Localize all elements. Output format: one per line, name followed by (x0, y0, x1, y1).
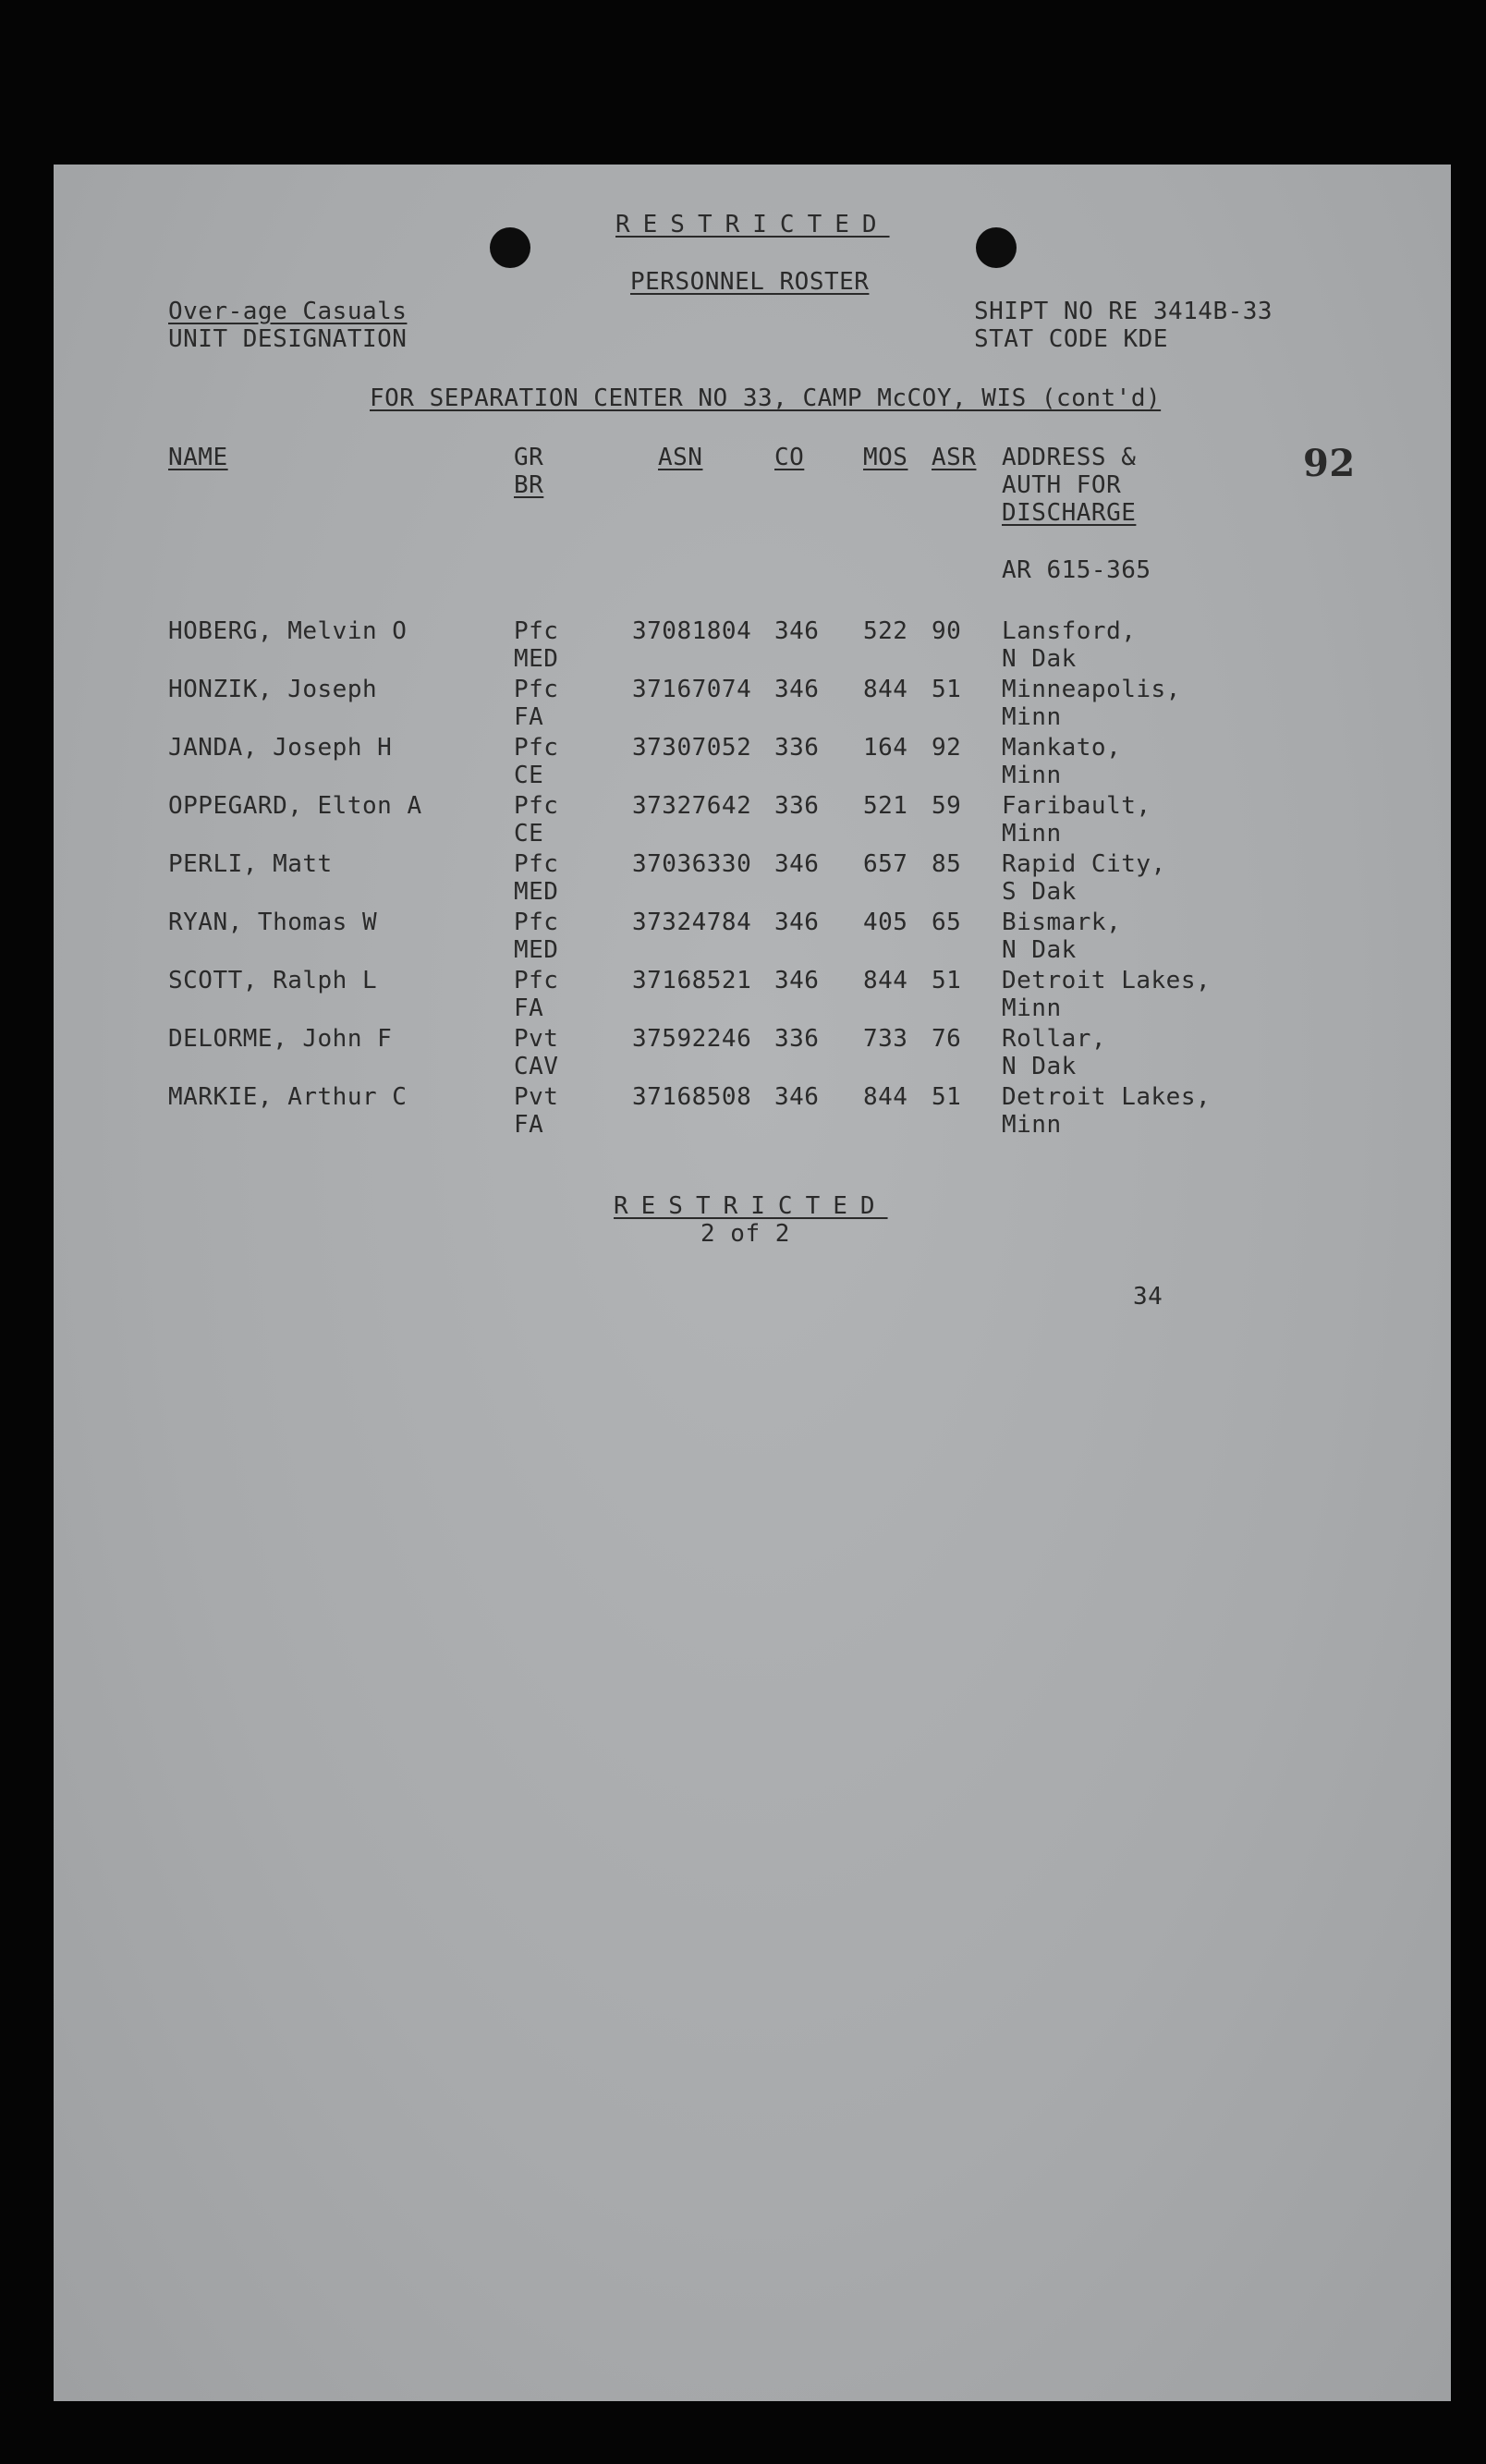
row-address-state: N Dak (1002, 936, 1077, 964)
shipment-number: SHIPT NO RE 3414B-33 (974, 298, 1273, 325)
row-address-city: Detroit Lakes, (1002, 1083, 1212, 1111)
row-name: MARKIE, Arthur C (168, 1083, 408, 1111)
row-grade: Pfc (514, 676, 559, 703)
row-mos: 164 (863, 734, 908, 762)
row-address-state: N Dak (1002, 1053, 1077, 1080)
row-grade: Pfc (514, 909, 559, 936)
discharge-authority: AR 615-365 (1002, 556, 1151, 584)
row-grade: Pfc (514, 617, 559, 645)
row-address-city: Bismark, (1002, 909, 1122, 936)
row-name: SCOTT, Ralph L (168, 967, 378, 994)
row-address-city: Rapid City, (1002, 850, 1166, 878)
col-header-name: NAME (168, 444, 228, 471)
row-mos: 405 (863, 909, 908, 936)
row-name: OPPEGARD, Elton A (168, 792, 422, 820)
row-address-city: Detroit Lakes, (1002, 967, 1212, 994)
col-header-address-2: AUTH FOR (1002, 471, 1122, 499)
stat-code: STAT CODE KDE (974, 325, 1168, 353)
row-address-city: Minneapolis, (1002, 676, 1181, 703)
row-address-city: Mankato, (1002, 734, 1122, 762)
row-grade: Pfc (514, 734, 559, 762)
page-title: PERSONNEL ROSTER (630, 268, 870, 296)
row-address-city: Rollar, (1002, 1025, 1107, 1053)
row-grade: Pfc (514, 850, 559, 878)
row-asn: 37168508 (632, 1083, 752, 1111)
row-grade: Pfc (514, 967, 559, 994)
row-asr: 92 (932, 734, 962, 762)
row-co: 336 (774, 1025, 820, 1053)
row-mos: 521 (863, 792, 908, 820)
unit-designation-label: UNIT DESIGNATION (168, 325, 408, 353)
row-address-state: Minn (1002, 703, 1062, 731)
row-asn: 37081804 (632, 617, 752, 645)
row-name: RYAN, Thomas W (168, 909, 378, 936)
row-address-state: N Dak (1002, 645, 1077, 673)
row-asn: 37036330 (632, 850, 752, 878)
col-header-br: BR (514, 471, 544, 499)
row-branch: CE (514, 820, 544, 848)
roster-page (54, 165, 1451, 2401)
row-branch: CAV (514, 1053, 559, 1080)
row-mos: 733 (863, 1025, 908, 1053)
col-header-gr: GR (514, 444, 544, 471)
row-branch: FA (514, 1111, 544, 1139)
row-name: HOBERG, Melvin O (168, 617, 408, 645)
row-asr: 59 (932, 792, 962, 820)
row-asn: 37168521 (632, 967, 752, 994)
row-asr: 85 (932, 850, 962, 878)
page-of-count: 2 of 2 (700, 1220, 790, 1248)
row-grade: Pvt (514, 1083, 559, 1111)
row-asn: 37167074 (632, 676, 752, 703)
row-mos: 844 (863, 967, 908, 994)
col-header-mos: MOS (863, 444, 908, 471)
row-asr: 90 (932, 617, 962, 645)
col-header-co: CO (774, 444, 805, 471)
unit-name: Over-age Casuals (168, 298, 408, 325)
row-asr: 65 (932, 909, 962, 936)
row-asn: 37307052 (632, 734, 752, 762)
restricted-top: RESTRICTED (615, 211, 890, 238)
row-asn: 37592246 (632, 1025, 752, 1053)
row-address-state: S Dak (1002, 878, 1077, 906)
page-number: 34 (1133, 1283, 1163, 1311)
row-name: HONZIK, Joseph (168, 676, 378, 703)
row-name: PERLI, Matt (168, 850, 333, 878)
row-mos: 844 (863, 1083, 908, 1111)
row-co: 346 (774, 967, 820, 994)
row-address-state: Minn (1002, 994, 1062, 1022)
row-asr: 51 (932, 967, 962, 994)
row-asn: 37327642 (632, 792, 752, 820)
row-asr: 51 (932, 676, 962, 703)
row-co: 336 (774, 734, 820, 762)
row-asn: 37324784 (632, 909, 752, 936)
row-co: 346 (774, 909, 820, 936)
row-branch: MED (514, 878, 559, 906)
row-branch: CE (514, 762, 544, 789)
row-name: JANDA, Joseph H (168, 734, 393, 762)
col-header-asn: ASN (658, 444, 703, 471)
punch-hole-left (490, 227, 530, 268)
row-branch: MED (514, 645, 559, 673)
row-mos: 522 (863, 617, 908, 645)
row-asr: 76 (932, 1025, 962, 1053)
row-address-state: Minn (1002, 1111, 1062, 1139)
col-header-address-3: DISCHARGE (1002, 499, 1137, 527)
row-branch: FA (514, 703, 544, 731)
page-stamp-number: 92 (1303, 442, 1356, 485)
row-grade: Pfc (514, 792, 559, 820)
row-address-state: Minn (1002, 820, 1062, 848)
row-co: 346 (774, 850, 820, 878)
restricted-bottom: RESTRICTED (614, 1192, 888, 1220)
row-asr: 51 (932, 1083, 962, 1111)
punch-hole-right (976, 227, 1017, 268)
row-co: 346 (774, 1083, 820, 1111)
row-address-city: Faribault, (1002, 792, 1151, 820)
separation-center-subtitle: FOR SEPARATION CENTER NO 33, CAMP McCOY, WIS (cont'd) (370, 384, 1162, 412)
row-grade: Pvt (514, 1025, 559, 1053)
row-mos: 844 (863, 676, 908, 703)
col-header-address-1: ADDRESS & (1002, 444, 1137, 471)
row-co: 336 (774, 792, 820, 820)
row-name: DELORME, John F (168, 1025, 393, 1053)
row-co: 346 (774, 676, 820, 703)
row-address-state: Minn (1002, 762, 1062, 789)
row-co: 346 (774, 617, 820, 645)
row-mos: 657 (863, 850, 908, 878)
row-branch: FA (514, 994, 544, 1022)
row-address-city: Lansford, (1002, 617, 1137, 645)
row-branch: MED (514, 936, 559, 964)
col-header-asr: ASR (932, 444, 977, 471)
